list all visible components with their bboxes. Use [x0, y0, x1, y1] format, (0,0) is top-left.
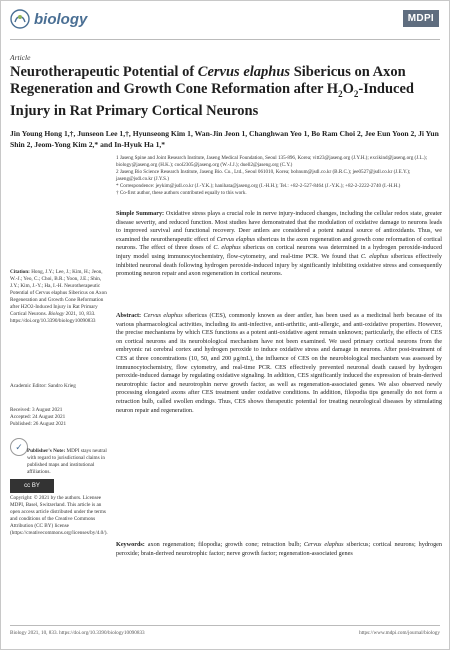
- keywords-text: sibericus; cortical neurons; hydrogen peroxide; brain-derived neurotrophic factor; nerve growth factor; regeneration-associated genes: [116, 541, 443, 557]
- title-species: Cervus elaphus: [197, 64, 291, 80]
- publisher-note-text: MDPI stays neutral with regard to jurisdictional claims in published maps and institutional affiliations.: [27, 448, 107, 475]
- page-footer: [10, 630, 440, 636]
- keywords: [116, 541, 442, 558]
- affiliation-item: 1 Jaseng Spine and Joint Research Institute, Jaseng Medical Foundation, Seoul 135-896, Korea; vitt23@jaseng.org (J.Y.H.); excikind@jaseng.org (J.L.); biology@jaseng.org (H.K.); cool2305@jaseng.org (W.-J.J.); duell2@jaseng.org (C.Y.): [116, 155, 427, 168]
- publication-dates: [10, 407, 107, 428]
- summary-label: Simple Summary:: [116, 210, 165, 217]
- title-part: -Induced Injury in Rat Primary Cortical Neurons: [10, 81, 414, 119]
- article-type: Article: [10, 53, 31, 62]
- affiliations: [116, 155, 442, 197]
- keywords-text: axon regeneration; filopodia; growth cone; retraction bulb;: [144, 541, 304, 548]
- abstract: [116, 312, 442, 415]
- received-date: Received: 3 August 2021: [10, 407, 63, 413]
- title-part: Sibericus on Axon Regeneration and Growth Cone Reformation after H: [10, 64, 406, 97]
- citation-label: Citation:: [10, 269, 30, 275]
- summary-text: Oxidative stress plays a crucial role in nerve injury-induced changes, including the cellular redox state, greater disease severity, and reduced function. Most studies have demonstrated that the modulation of oxidative damage to neurons leads to improved survival and functional recovery. Deer antlers are considered a potent natural source of antioxidants. Thus, we examined the neurotherapeutic effect of: [116, 210, 442, 243]
- copyright-notice: Copyright: © 2021 by the authors. Licensee MDPI, Basel, Switzerland. This article is an open access article distributed under the terms and conditions of the Creative Commons Attribution (CC BY) license (https://creativecommons.org/licenses/by/4.0/).: [10, 495, 108, 536]
- journal-header: [10, 9, 87, 29]
- journal-name: biology: [34, 10, 88, 28]
- simple-summary: [116, 210, 442, 279]
- author-list: Jin Young Hong 1,†, Junseon Lee 1,†, Hyunseong Kim 1, Wan-Jin Jeon 1, Changhwan Yeo 1, Bo Ram Choi 2, Jee Eun Yoon 2, Ji Yun Shin 2, Jeom-Yong Kim 2,* and In-Hyuk Ha 1,*: [10, 129, 439, 149]
- summary-text: sibericus effectively inhibited neuronal death following hydrogen peroxide-induced injury by significantly inhibiting oxidative stress and consequently promoting neuron repair and axon regeneration in cortical neurons.: [116, 252, 442, 278]
- publisher-logo[interactable]: [403, 10, 439, 27]
- summary-species: C. elaphus: [213, 244, 241, 252]
- affiliation-item: 2 Jaseng Bio Science Research Institute, Jaseng Bio. Co., Ltd., Seoul 061010, Korea; bohnum@jsdl.co.kr (B.R.C.); jee0527@jsdl.co.kr (J.E.Y.); jaseng@jsdl.co.kr (J.Y.S.): [116, 169, 411, 182]
- title-part: Neurotherapeutic Potential of: [10, 64, 198, 80]
- published-date: Published: 26 August 2021: [10, 421, 67, 427]
- accepted-date: Accepted: 24 August 2021: [10, 414, 66, 420]
- affiliation-item: † Co-first author, these authors contributed equally to this work.: [116, 190, 247, 196]
- academic-editor: Academic Editor: Sandro Krieg: [10, 383, 76, 389]
- title-part: O: [342, 81, 354, 97]
- keywords-label: Keywords:: [116, 541, 145, 548]
- footer-rule: [10, 625, 440, 626]
- creative-commons-icon[interactable]: [10, 479, 54, 493]
- cc-label: cc BY: [24, 483, 40, 489]
- citation-text: Hong, J.Y.; Lee, J.; Kim, H.; Jeon, W.-J.; Yeo, C.; Choi, B.R.; Yoon, J.E.; Shin, J.Y.; Kim, J.-Y.; Ha, I.-H. Neurotherapeutic Potential of Cervus elaphus Sibericus on Axon Regeneration and Growth Cone Reformation after H2O2-Induced Injury in Rat Primary Cortical Neurons.: [10, 269, 107, 317]
- abstract-label: Abstract:: [116, 312, 142, 319]
- publisher-note: [27, 448, 107, 476]
- summary-species: Cervus elaphus: [216, 235, 256, 243]
- citation-block: [10, 269, 107, 325]
- summary-species: C. elaphus: [360, 252, 389, 260]
- citation-doi-link[interactable]: 2021, 10, 833. https://doi.org/10.3390/biology10090833: [10, 311, 96, 324]
- journal-logo-icon: [10, 9, 30, 29]
- citation-journal: Biology: [48, 311, 65, 317]
- header-rule: [10, 39, 440, 40]
- check-updates-icon[interactable]: ✓: [10, 438, 28, 456]
- footer-citation[interactable]: Biology 2021, 10, 833. https://doi.org/10.3390/biology10090833: [10, 630, 145, 636]
- footer-journal-link[interactable]: https://www.mdpi.com/journal/biology: [359, 630, 440, 636]
- abstract-text: sibericus (CES), commonly known as deer antler, has been used as a medicinal herb because of its various pharmacological activities, including its anti-infective, anti-arthritic, anti-allergic, and anti-oxidative properties. However, the precise mechanisms by which CES functions as a potent anti-oxidative agent remain unknown; particularly, the effects of CES on cortical neurons and its neurobiological mechanism have not been examined. We used primary cortical neurons from the embryonic rat cerebral cortex and hydrogen peroxide to induce oxidative stress and damage in neurons. After post-treatment of CES at three concentrations (10, 50, and 200 μg/mL), the influence of CES on the neurobiological mechanism was assessed by immunocytochemistry, flow cytometry, and real-time PCR. CES effectively prevented neuronal death caused by hydrogen peroxide-induced damage by regulating oxidative signaling. In addition, CES significantly induced the expression of brain-derived neurotrophic factor and neurotrophin nerve growth factor, as well as regeneration-associated genes. We also observed newly processing elongated axons after CES treatment under oxidative conditions. In addition, filopodia tips generally do not form a retraction bulb, called swollen endings. Thus, CES shows therapeutic potential for treating neurological diseases by stimulating neuron repair and regeneration.: [116, 312, 443, 414]
- summary-text: sibericus on cortical neurons was determined in a hydrogen peroxide-induced injury model using immunocytochemistry, flow-cytometry, and real-time PCR. We found that: [116, 244, 442, 260]
- publisher-name: MDPI: [403, 10, 439, 27]
- summary-text: sibericus in the axon regeneration and growth cone reformation of cortical neurons. The effect of three doses of: [116, 235, 443, 252]
- title-sub: 2: [353, 88, 359, 99]
- keywords-species: Cervus elaphus: [303, 541, 344, 548]
- title-sub: 2: [338, 88, 343, 99]
- abstract-species: Cervus elaphus: [141, 312, 183, 319]
- affiliation-item: * Correspondence: jeykim@jsdl.co.kr (J.-Y.K.); hanihata@jaseng.org (I.-H.H.); Tel.: +82-2-527-8464 (J.-Y.K.); +82-2-2222-2740 (I.-H.H.): [116, 183, 401, 189]
- publisher-note-label: Publisher's Note:: [27, 448, 66, 454]
- paper-title: [10, 64, 440, 120]
